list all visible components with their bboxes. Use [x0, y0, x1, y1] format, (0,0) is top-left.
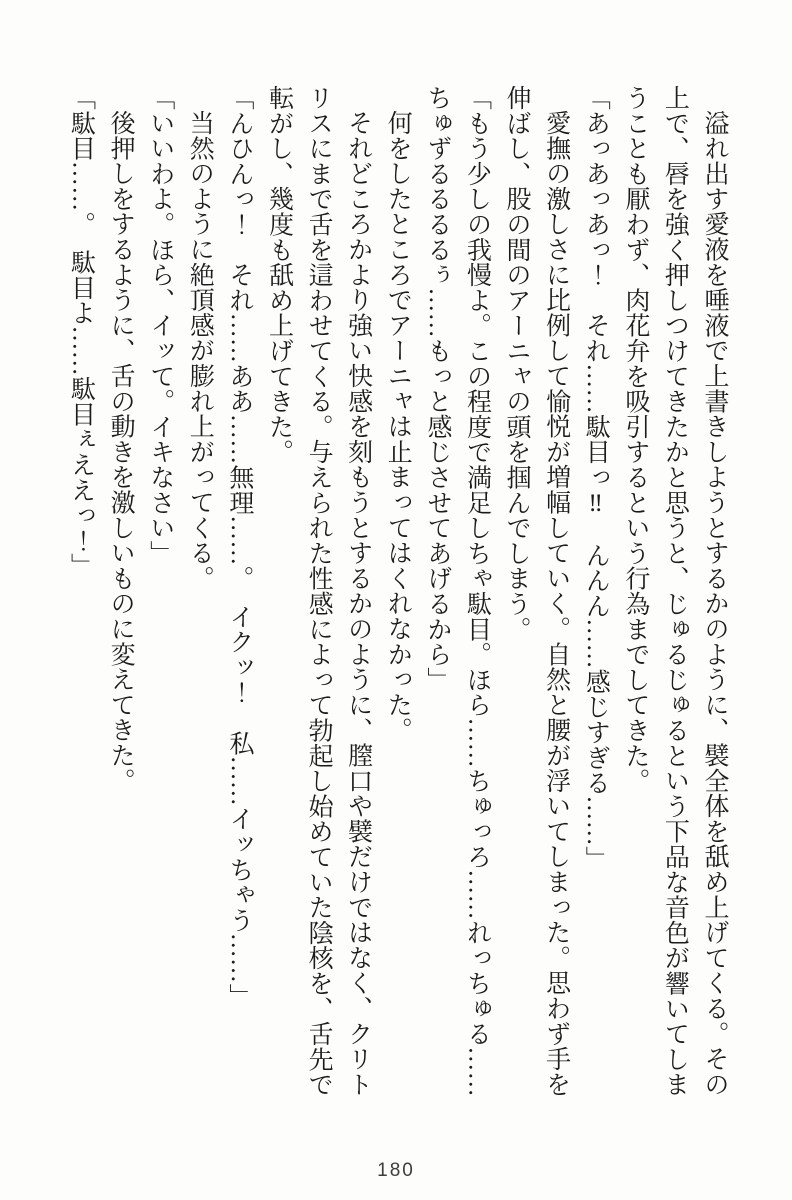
- vertical-text-block: [58, 85, 734, 1133]
- text-line: 上で、唇を強く押しつけてきたかと思うと、じゅるじゅるという下品な音色が響いてしま: [661, 85, 689, 1097]
- text-line: 後押しをするように、舌の動きを激しいものに変えてきた。: [107, 110, 135, 794]
- text-line: 溢れ出す愛液を唾液で上書きしようとするかのように、襞全体を舐め上げてくる。その: [701, 110, 728, 1097]
- text-line-dialogue: ちゅずるるるるぅ……もっと感じさせてあげるから」: [423, 85, 451, 693]
- text-line: 愛撫の激しさに比例して愉悦が増幅していく。自然と腰が浮いてしまった。思わず手を: [542, 110, 570, 1097]
- text-line: それどころかより強い快感を刻もうとするかのように、膣口や襞だけではなく、クリト: [344, 110, 372, 1097]
- text-line: 伸ばし、股の間のアーニャの頭を掴んでしまう。: [503, 85, 531, 642]
- text-line-dialogue: 「駄目……。 駄目よ……駄目ぇええっ！」: [67, 85, 95, 579]
- text-line-dialogue: 「んひんっ！ それ……ああ……無理……。 イクッ！ 私……イッちゃう……」: [225, 85, 253, 1009]
- text-line-dialogue: 「もう少しの我慢よ。この程度で満足しちゃ駄目。ほら……ちゅっろ……れっちゅる……: [463, 85, 491, 1097]
- page-number: 180: [377, 1160, 415, 1181]
- text-line: リスにまで舌を這わせてくる。与えられた性感によって勃起し始めていた陰核を、舌先で: [305, 85, 333, 1097]
- text-line: 何をしたところでアーニャは止まってはくれなかった。: [384, 110, 412, 743]
- text-line-dialogue: 「あっあっあっ！ それ……駄目っ‼ んんん……感じすぎる……」: [582, 85, 610, 872]
- text-line-dialogue: 「いいわよ。ほら、イッて。イキなさい」: [146, 85, 174, 566]
- text-line: 転がし、幾度も舐め上げてきた。: [265, 85, 293, 465]
- text-line: 当然のように絶頂感が膨れ上がってくる。: [186, 110, 214, 591]
- text-line: うことも厭わず、肉花弁を吸引するという行為までしてきた。: [621, 85, 649, 794]
